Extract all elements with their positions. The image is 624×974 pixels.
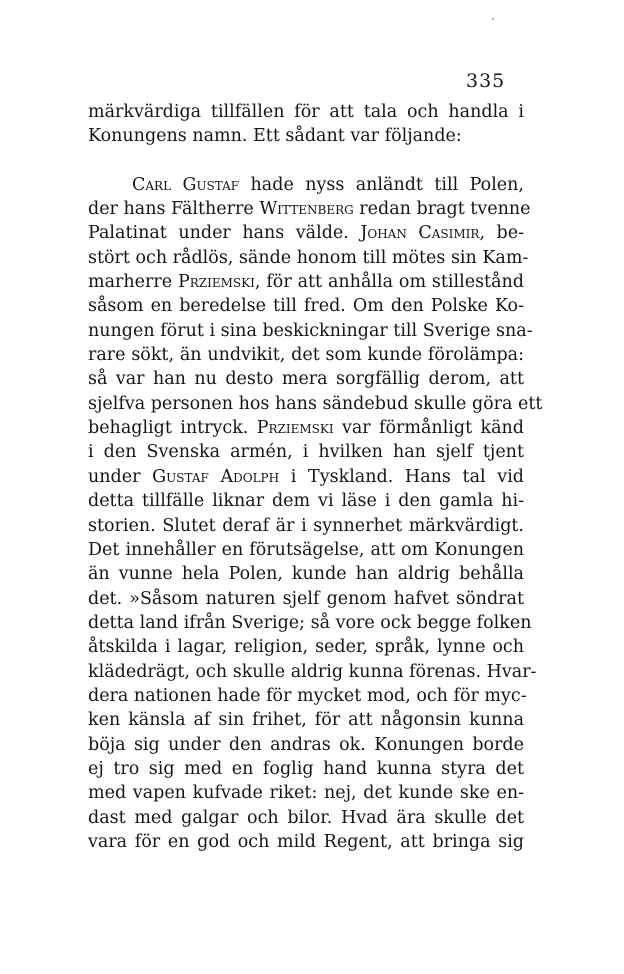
text-line <box>88 538 524 562</box>
paragraph-gap <box>88 149 524 173</box>
text-line <box>88 246 529 270</box>
text-line <box>88 660 537 684</box>
text-run: hade nyss anländt till Polen, <box>239 174 524 195</box>
text-run: dera nationen hade för mycket mod, och för myc- <box>88 685 527 706</box>
text-run: , be- <box>479 223 524 244</box>
text-line <box>88 416 524 440</box>
text-run: , för att anhålla om stillestånd <box>254 272 525 293</box>
text-line <box>88 757 524 781</box>
text-line <box>88 319 533 343</box>
text-line <box>88 221 524 245</box>
text-run: märkvärdiga tillfällen för att tala och handla i <box>88 102 524 122</box>
text-run: än vunne hela Polen, kunde han aldrig behålla <box>88 564 524 585</box>
text-run: ej tro sig med en foglig hand kunna styra det <box>88 758 524 779</box>
proper-name: Prziemski <box>256 418 334 439</box>
text-run: nungen förut i sina beskickningar till Sverige sna- <box>88 320 533 341</box>
text-run: ken känsla af sin frihet, för att någonsin kunna <box>88 710 524 731</box>
text-line <box>88 830 524 854</box>
proper-name: Johan Casimir <box>360 223 480 244</box>
text-run: Det innehåller en förutsägelse, att om Konungen <box>88 539 524 560</box>
proper-name: Gustaf Adolph <box>152 466 280 487</box>
text-run: Konungens namn. Ett sådant var följande: <box>88 126 462 147</box>
text-run: med vapen kufvade riket: nej, det kunde ske en- <box>88 783 524 804</box>
text-line <box>88 514 524 538</box>
text-run: detta land ifrån Sverige; så vore ock begge folken <box>88 612 532 633</box>
body-text <box>88 100 543 854</box>
text-run: böja sig under den andras ok. Konungen borde <box>88 734 524 755</box>
text-line <box>88 124 524 148</box>
text-run: marherre <box>88 272 178 293</box>
text-line <box>88 343 524 367</box>
text-line <box>88 635 524 659</box>
text-line <box>88 392 543 416</box>
text-run: vara för en god och mild Regent, att bringa sig <box>88 831 524 852</box>
text-line <box>88 100 524 124</box>
text-run: det. »Såsom naturen sjelf genom hafvet söndrat <box>88 588 524 609</box>
text-line <box>88 562 524 586</box>
text-run: rare sökt, än undvikit, det som kunde förolämpa: <box>88 345 524 366</box>
text-line <box>88 806 524 830</box>
text-run: sjelfva personen hos hans sändebud skulle göra ett <box>88 393 543 414</box>
text-line <box>88 708 524 732</box>
text-run: behagligt intryck. <box>88 418 257 439</box>
proper-name: Carl Gustaf <box>132 174 240 195</box>
page-number: 335 <box>466 70 506 92</box>
text-run: dast med galgar och bilor. Hvad ära skulle det <box>88 807 524 828</box>
text-line <box>88 367 524 391</box>
text-line <box>88 465 524 489</box>
text-line <box>88 173 524 197</box>
text-run: detta tillfälle liknar dem vi läse i den gamla hi- <box>88 491 524 512</box>
text-run: i Tyskland. Hans tal vid <box>279 466 524 487</box>
text-line <box>88 684 527 708</box>
text-run: stört och rådlös, sände honom till mötes sin Kam- <box>88 247 529 268</box>
text-run: der hans Fältherre <box>88 199 260 220</box>
text-line <box>88 270 524 294</box>
text-run: under <box>88 466 153 487</box>
text-line <box>88 781 524 805</box>
text-line <box>88 489 524 513</box>
text-run: såsom en beredelse till fred. Om den Polske Ko- <box>88 296 524 317</box>
text-run: Palatinat under hans välde. <box>88 223 361 244</box>
text-line <box>88 294 524 318</box>
paper-speck <box>492 18 494 20</box>
proper-name: Wittenberg <box>259 199 354 220</box>
text-run: så var han nu desto mera sorgfällig derom, att <box>88 369 524 390</box>
text-run: klädedrägt, och skulle aldrig kunna förenas. Hvar- <box>88 661 537 682</box>
text-line <box>88 587 524 611</box>
proper-name: Prziemski <box>178 272 255 293</box>
text-line <box>88 197 531 221</box>
text-run: redan bragt tvenne <box>353 199 531 220</box>
text-run: i den Svenska armén, i hvilken han sjelf tjent <box>88 442 524 463</box>
text-line <box>88 440 524 464</box>
text-line <box>88 733 524 757</box>
text-run: var förmånligt känd <box>333 418 524 439</box>
text-line <box>88 611 532 635</box>
text-run: åtskilda i lagar, religion, seder, språk, lynne och <box>88 637 524 658</box>
text-run: storien. Slutet deraf är i synnerhet märkvärdigt. <box>88 515 524 536</box>
